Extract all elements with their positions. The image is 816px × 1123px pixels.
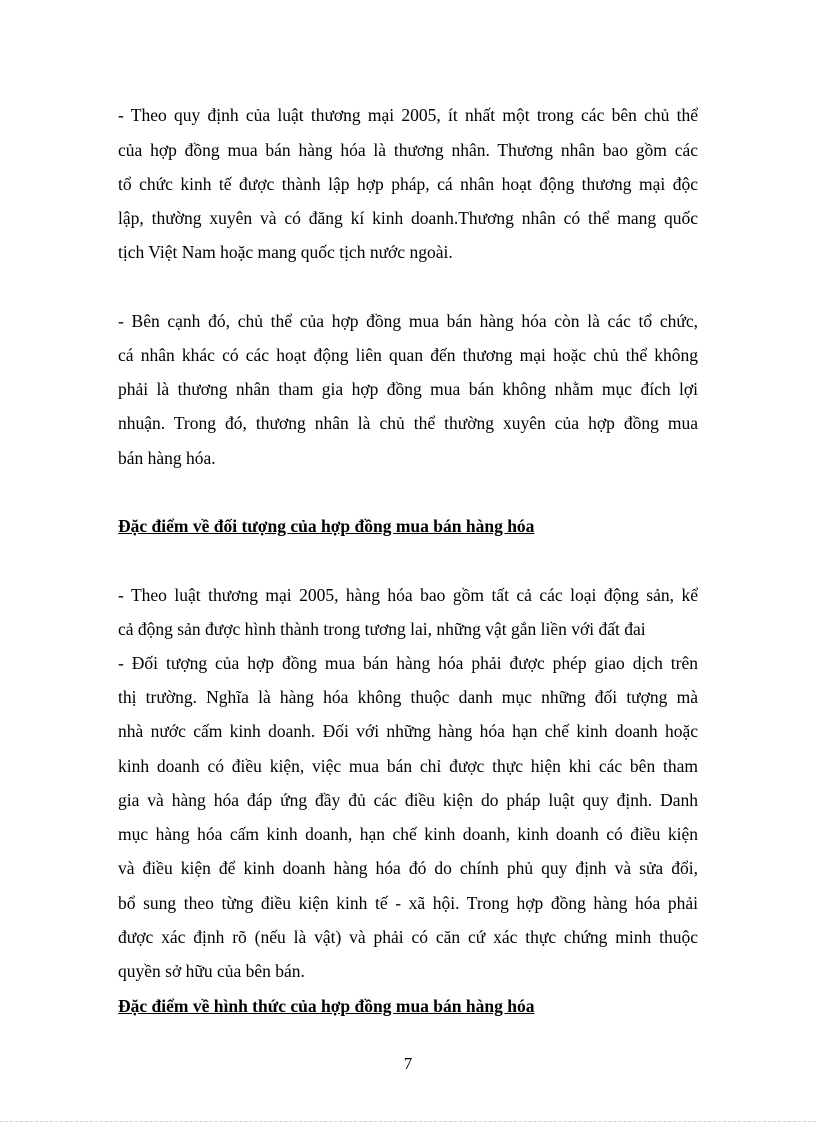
text-line: nhà nước cấm kinh doanh. Đối với những hàng hóa hạn chế kinh doanh hoặc — [118, 721, 698, 741]
text-line: - Bên cạnh đó, chủ thể của hợp đồng mua bán hàng hóa còn là các tổ chức, — [118, 311, 698, 331]
text-line: - Theo quy định của luật thương mại 2005, ít nhất một trong các bên chủ thể — [118, 105, 698, 125]
text-line: quyền sở hữu của bên bán. — [118, 961, 305, 981]
text-line: bán hàng hóa. — [118, 448, 216, 468]
text-line: và điều kiện để kinh doanh hàng hóa đó do chính phủ quy định và sửa đổi, — [118, 858, 698, 878]
text-line: tổ chức kinh tế được thành lập hợp pháp, cá nhân hoạt động thương mại độc — [118, 174, 698, 194]
text-line: - Đối tượng của hợp đồng mua bán hàng hóa phải được phép giao dịch trên — [118, 653, 698, 673]
text-line: cả động sản được hình thành trong tương lai, những vật gắn liền với đất đai — [118, 619, 646, 639]
section-heading-object: Đặc điểm về đối tượng của hợp đồng mua bán hàng hóa — [118, 516, 535, 536]
text-line: được xác định rõ (nếu là vật) và phải có căn cứ xác thực chứng minh thuộc — [118, 927, 698, 947]
text-line: phải là thương nhân tham gia hợp đồng mua bán không nhằm mục đích lợi — [118, 379, 698, 399]
text-line: - Theo luật thương mại 2005, hàng hóa bao gồm tất cả các loại động sản, kể — [118, 585, 698, 605]
text-line: gia và hàng hóa đáp ứng đầy đủ các điều kiện do pháp luật quy định. Danh — [118, 790, 698, 810]
text-line: nhuận. Trong đó, thương nhân là chủ thể thường xuyên của hợp đồng mua — [118, 413, 698, 433]
text-line: kinh doanh có điều kiện, việc mua bán chỉ được thực hiện khi các bên tham — [118, 756, 698, 776]
section-heading-form: Đặc điểm về hình thức của hợp đồng mua bán hàng hóa — [118, 996, 535, 1016]
text-line: mục hàng hóa cấm kinh doanh, hạn chế kinh doanh, kinh doanh có điều kiện — [118, 824, 698, 844]
page-number: 7 — [403, 1054, 413, 1073]
page-bottom-border — [0, 1121, 816, 1122]
text-line: lập, thường xuyên và có đăng kí kinh doanh.Thương nhân có thể mang quốc — [118, 208, 698, 228]
text-line: của hợp đồng mua bán hàng hóa là thương nhân. Thương nhân bao gồm các — [118, 140, 698, 160]
text-line: bổ sung theo từng điều kiện kinh tế - xã hội. Trong hợp đồng hàng hóa phải — [118, 893, 698, 913]
text-line: tịch Việt Nam hoặc mang quốc tịch nước ngoài. — [118, 242, 453, 262]
text-line: cá nhân khác có các hoạt động liên quan đến thương mại hoặc chủ thể không — [118, 345, 698, 365]
text-line: thị trường. Nghĩa là hàng hóa không thuộc danh mục những đối tượng mà — [118, 687, 698, 707]
